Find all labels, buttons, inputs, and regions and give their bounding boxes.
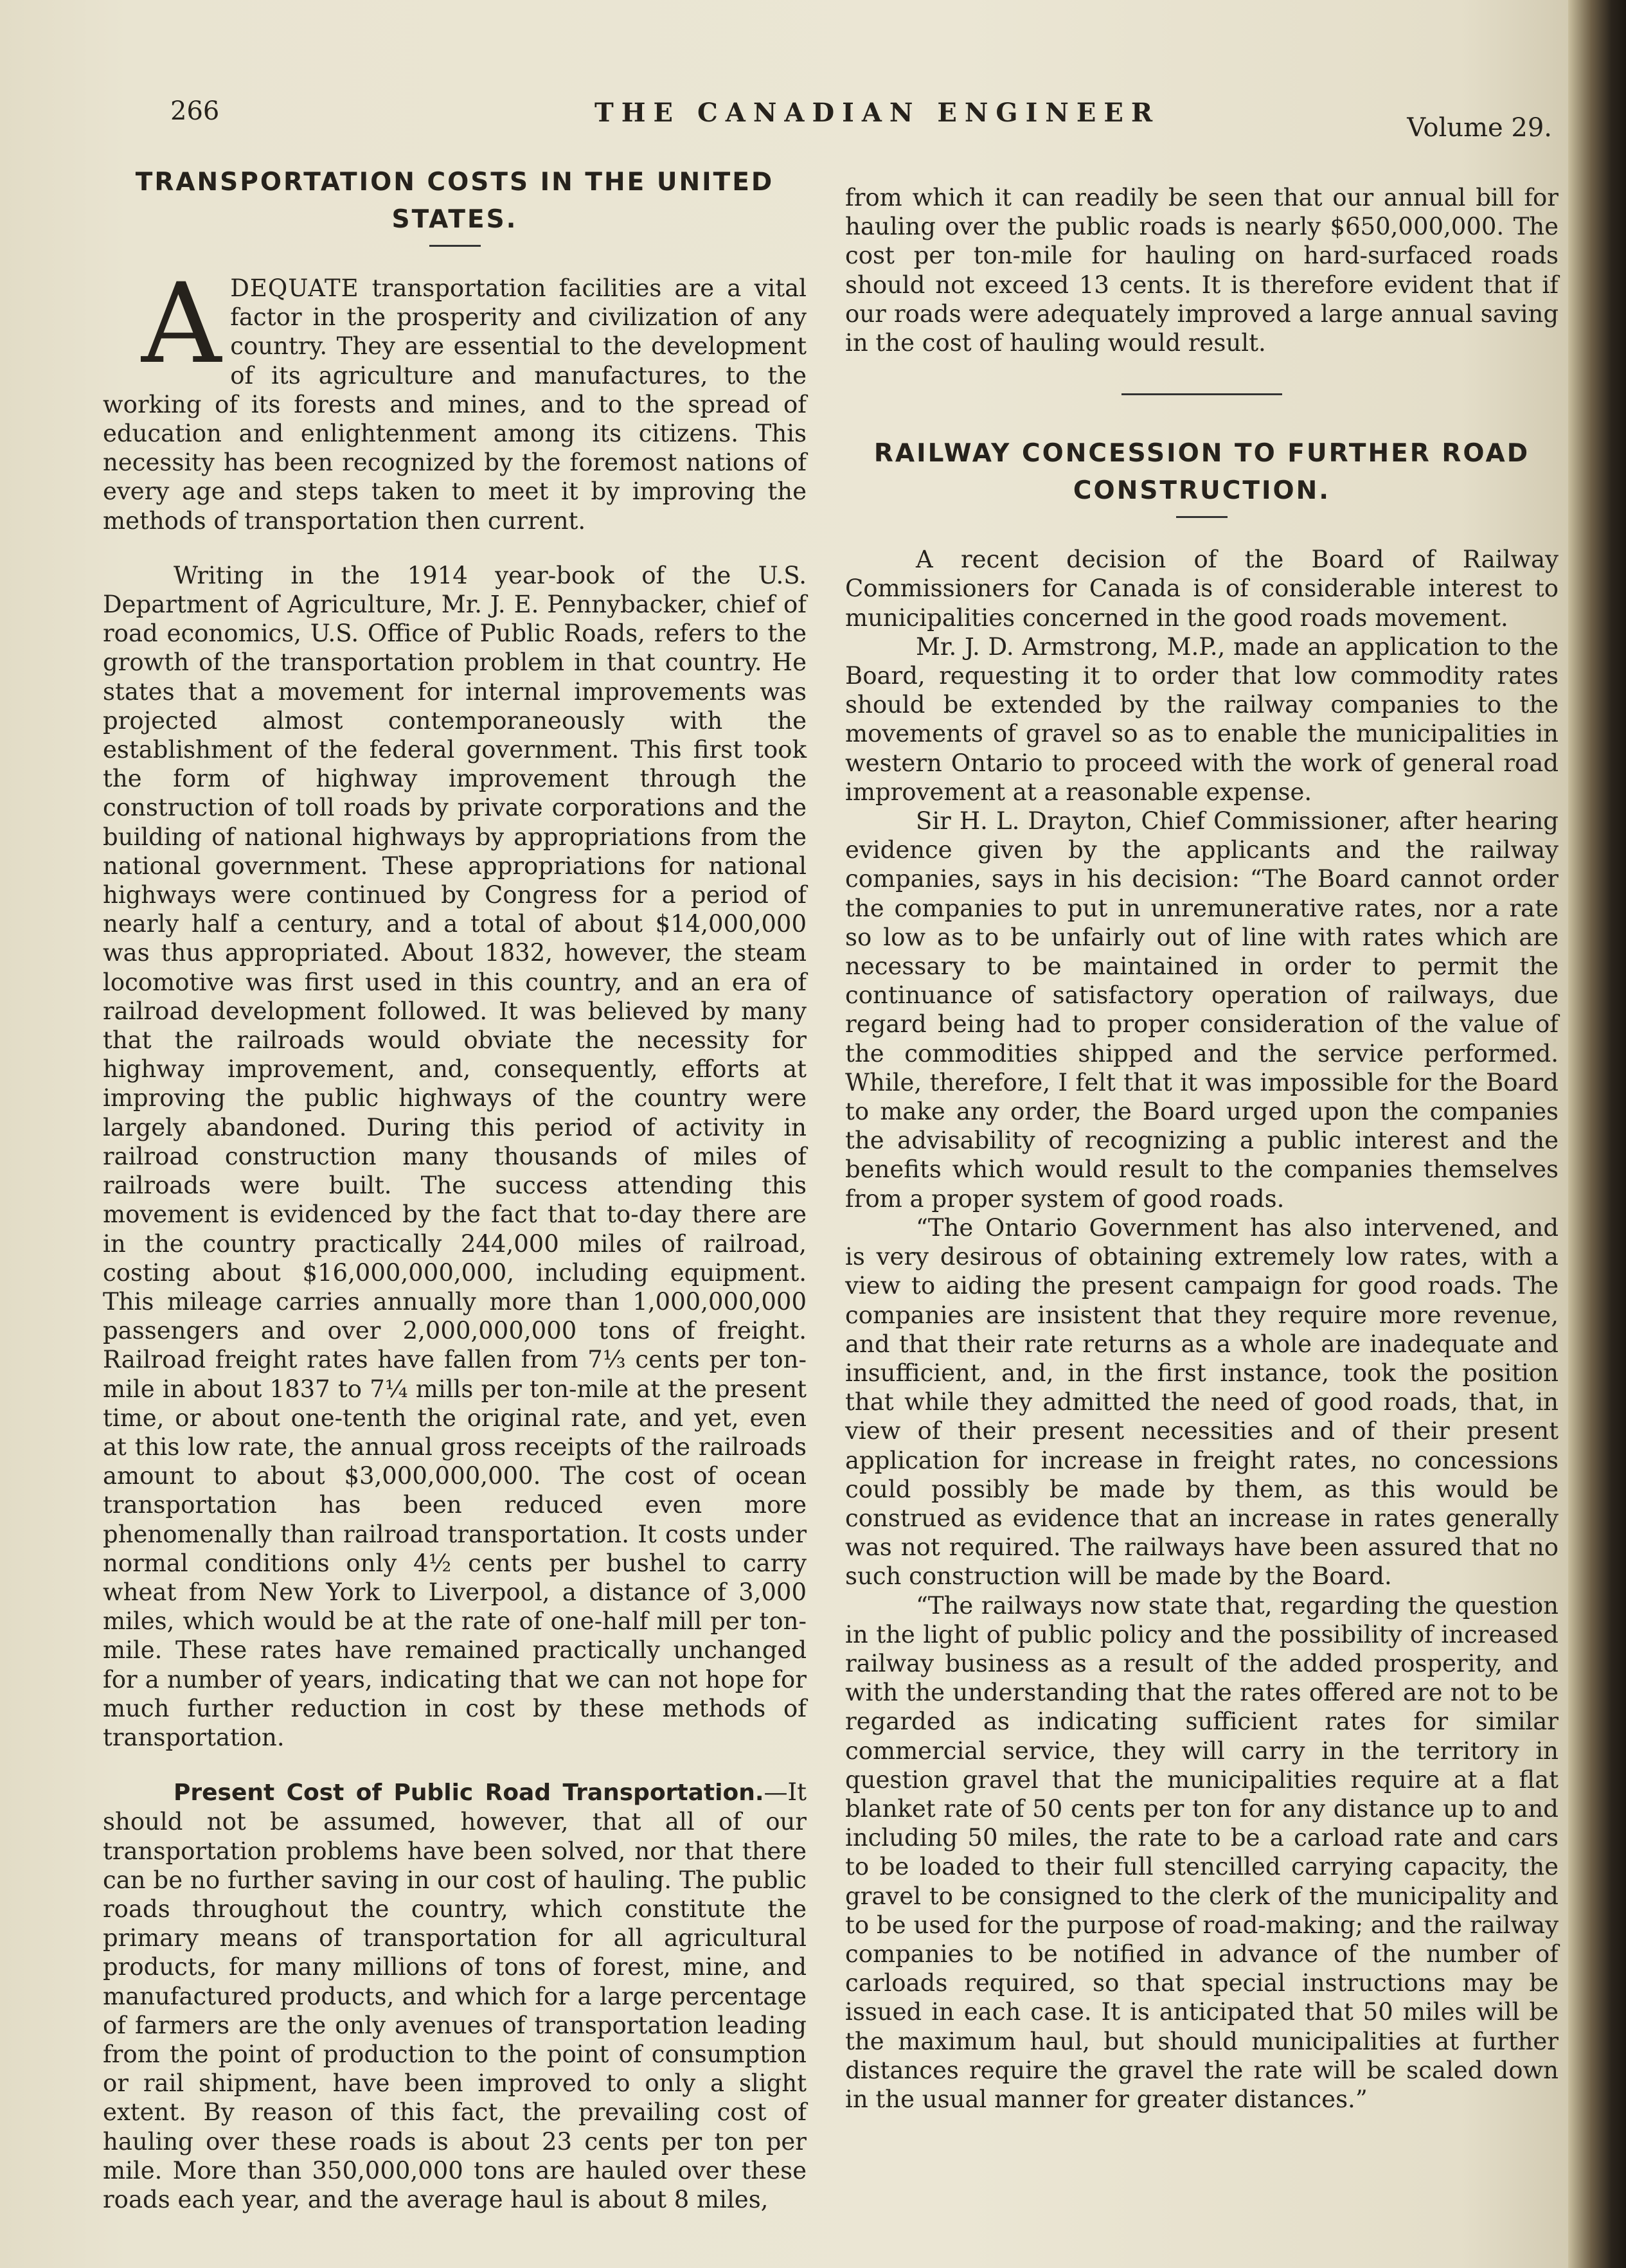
left-column [103,164,807,2214]
article2-title [845,435,1559,510]
intro-text: transportation facilities are a vital factor in the prosperity and civilization of any country. They are essential to the development of its agriculture and manufactures, to the working of its forests and mines, and to the spread of education and enlightenment among its citizens. This necessity has been recognized by the foremost nations of every age and steps taken to meet it by improving the methods of transportation then current. [103,274,807,535]
volume-label: Volume 29. [1407,113,1552,143]
title-rule [429,245,481,247]
book-spine [1568,0,1626,2268]
article1-title [103,164,807,238]
article2-paragraph-3: Sir H. L. Drayton, Chief Commissioner, after hearing evidence given by the applicants and the railway companies, says in his decision: “The Board cannot order the companies to put in unremunerative rates, nor a rate so low as to be unfairly out of line with rates which are necessary to be maintained in order to permit the continuance of satisfactory operation of railways, due regard being had to proper consideration of the value of the commodities shipped and the service performed. While, therefore, I felt that it was impossible for the Board to make any order, the Board urged upon the companies the advisability of recognizing a public interest and the benefits which would result to the companies themselves from a proper system of good roads. [845,807,1559,1213]
article2-paragraph-5: “The railways now state that, regarding the question in the light of public policy and the possibility of increased railway business as a result of the added prosperity, and with the understanding that the rates offered are not to be regarded as indicating sufficient rates for similar commercial service, they will carry in the territory in question gravel that the municipalities require at a flat blanket rate of 50 cents per ton for any distance up to and including 50 miles, the rate to be a carload rate and cars to be loaded to their full stencilled carrying capacity, the gravel to be consigned to the clerk of the municipality and to be used for the purpose of road-making; and the railway companies to be notified in advance of the number of carloads required, so that special instructions may be issued in each case. It is anticipated that 50 miles will be the maximum haul, but should municipalities at further distances require the gravel the rate will be scaled down in the usual manner for greater distances.” [845,1591,1559,2113]
paragraph-3-text: —It should not be assumed, however, that all of our transportation problems have been solved, nor that there can be no further saving in our cost of hauling. The public roads throughout the country, which constitute the primary means of transportation for all agricultural products, for many millions of tons of forest, mine, and manufactured products, and which for a large percentage of farmers are the only avenues of transportation leading from the point of production to the point of consumption or rail shipment, have been improved to only a slight extent. By reason of this fact, the prevailing cost of hauling over these roads is about 23 cents per ton per mile. More than 350,000,000 tons are hauled over these roads each year, and the average haul is about 8 miles, [103,1778,807,2213]
drop-cap: A [141,259,222,388]
article2-title-line1: RAILWAY CONCESSION TO FURTHER ROAD [873,439,1530,469]
running-header [164,96,1552,141]
right-column [845,183,1559,2114]
title-rule [1176,516,1228,518]
article2-paragraph-1: A recent decision of the Board of Railway Commissioners for Canada is of considerable interest to municipalities concerned in the good roads movement. [845,546,1559,632]
article2-paragraph-2: Mr. J. D. Armstrong, M.P., made an application to the Board, requesting it to order that low commodity rates should be extended by the railway companies to the movements of gravel so as to enable the municipalities in western Ontario to proceed with the work of general road improvement at a reasonable expense. [845,632,1559,806]
article-separator [1121,393,1282,395]
intro-small-caps: DEQUATE [230,274,359,302]
subheading: Present Cost of Public Road Transportation. [174,1780,764,1807]
journal-title: THE CANADIAN ENGINEER [594,98,1161,128]
article1-title-line2: STATES. [391,205,518,234]
article1-title-line1: TRANSPORTATION COSTS IN THE UNITED [135,168,774,197]
article1-intro [103,259,807,535]
page-number: 266 [170,96,220,126]
article1-paragraph-2: Writing in the 1914 year-book of the U.S. Department of Agriculture, Mr. J. E. Pennybacker, chief of road economics, U.S. Office of Public Roads, refers to the growth of the transportation problem in that country. He states that a movement for internal improvements was projected almost contemporaneously with the establishment of the federal government. This first took the form of highway improvement through the construction of toll roads by private corporations and the building of national highways by appropriations from the national government. These appropriations for national highways were continued by Congress for a period of nearly half a century, and a total of about $14,000,000 was thus appropriated. About 1832, however, the steam locomotive was first used in this country, and an era of railroad development followed. It was believed by many that the railroads would obviate the necessity for highway improvement, and, consequently, efforts at improving the public highways of the country were largely abandoned. During this period of activity in railroad construction many thousands of miles of railroads were built. The success attending this movement is evidenced by the fact that to-day there are in the country practically 244,000 miles of railroad, costing about $16,000,000,000, including equipment. This mileage carries annually more than 1,000,000,000 passengers and over 2,000,000,000 tons of freight. Railroad freight rates have fallen from 7⅓ cents per ton-mile in about 1837 to 7¼ mills per ton-mile at the present time, or about one-tenth the original rate, and yet, even at this low rate, the annual gross receipts of the railroads amount to about $3,000,000,000. The cost of ocean transportation has been reduced even more phenomenally than railroad transportation. It costs under normal conditions only 4½ cents per bushel to carry wheat from New York to Liverpool, a distance of 3,000 miles, which would be at the rate of one-half mill per ton-mile. These rates have remained practically unchanged for a number of years, indicating that we can not hope for much further reduction in cost by these methods of transportation. [103,561,807,1751]
article1-paragraph-3 [103,1778,807,2214]
article2-title-line2: CONSTRUCTION. [1073,476,1331,506]
article2-paragraph-4: “The Ontario Government has also intervened, and is very desirous of obtaining extremely low rates, with a view to aiding the present campaign for good roads. The companies are insistent that they require more revenue, and that their rate returns as a whole are inadequate and insufficient, and, in the first instance, took the position that while they admitted the need of good roads, that, in view of their present necessities and of their present application for increase in freight rates, no concessions could possibly be made by them, as this would be construed as evidence that an increase in rates generally was not required. The railways have been assured that no such construction will be made by the Board. [845,1213,1559,1591]
article1-continuation: from which it can readily be seen that our annual bill for hauling over the public roads is nearly $650,000,000. The cost per ton-mile for hauling on hard-surfaced roads should not exceed 13 cents. It is therefore evident that if our roads were adequately improved a large annual saving in the cost of hauling would result. [845,184,1559,357]
